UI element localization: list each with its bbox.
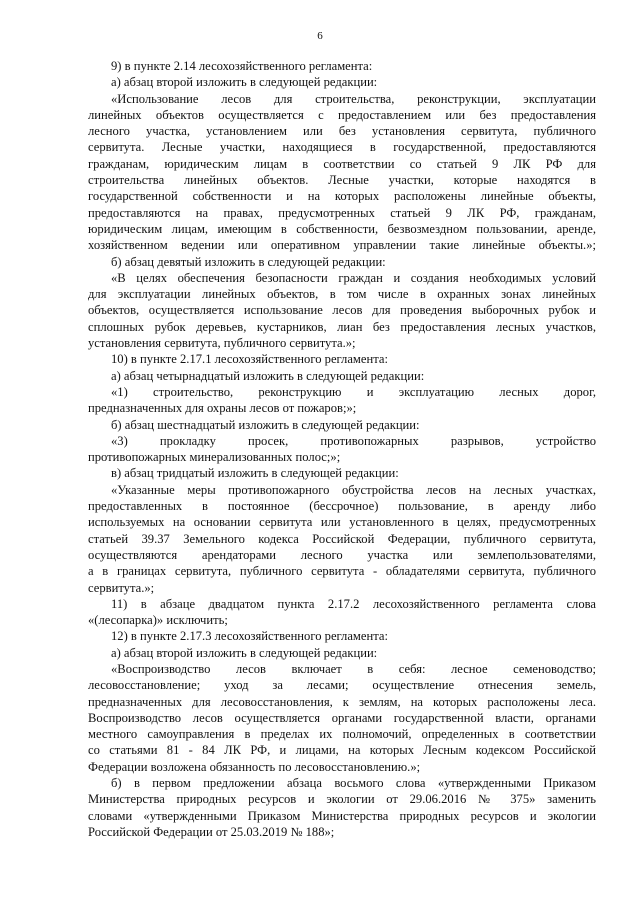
text-line: юридическим лицам, имеющим в собственности, безвозмездном пользовании, аренде, bbox=[88, 221, 596, 236]
text-line: предназначенных для лесовосстановления, к землям, на которых расположены леса. bbox=[88, 694, 596, 709]
text-line: в) абзац тридцатый изложить в следующей редакции: bbox=[111, 466, 399, 481]
text-line: 9) в пункте 2.14 лесохозяйственного регламента: bbox=[111, 59, 373, 73]
text-line: статьей 39.37 Земельного кодекса Российской Федерации, публичного сервитута, bbox=[88, 531, 596, 546]
text-line: а) абзац второй изложить в следующей редакции: bbox=[111, 75, 378, 90]
text-line: а) абзац четырнадцатый изложить в следующей редакции: bbox=[111, 368, 425, 383]
text-line: 10) в пункте 2.17.1 лесохозяйственного регламента: bbox=[111, 352, 388, 367]
text-line: осуществляются арендаторами лесного участка или землепользователями, bbox=[88, 547, 596, 562]
text-line: «(лесопарка)» исключить; bbox=[88, 613, 228, 628]
text-line: б) в первом предложении абзаца восьмого слова «утвержденными Приказом bbox=[111, 776, 596, 791]
text-line: «Воспроизводство лесов включает в себя: лесное семеноводство; bbox=[111, 661, 596, 676]
text-line: предоставляются на правах, предусмотренных статьей 9 ЛК РФ, гражданам, bbox=[88, 205, 596, 220]
text-line: словами «утвержденными Приказом Министерства природных ресурсов и экологии bbox=[88, 808, 596, 823]
text-line: строительства линейных объектов. Лесные участки, которые находятся в bbox=[88, 173, 596, 188]
text-line: 11) в абзаце двадцатом пункта 2.17.2 лесохозяйственного регламента слова bbox=[111, 596, 596, 611]
text-line: противопожарных минерализованных полос;»; bbox=[88, 450, 341, 465]
text-line: линейных объектов осуществляется с предоставлением или без предоставления bbox=[88, 107, 596, 122]
text-line: лесовосстановление; уход за лесами; осуществление отнесения земель, bbox=[88, 678, 596, 693]
text-line: Воспроизводство лесов осуществляется органами государственной власти, органами bbox=[88, 710, 596, 725]
text-line: лесного участка, установлением или без установления сервитута, публичного bbox=[88, 124, 596, 139]
text-line: гражданам, юридическим лицам в соответствии со статьей 9 ЛК РФ для bbox=[88, 156, 596, 171]
text-line: «3) прокладку просек, противопожарных разрывов, устройство bbox=[111, 433, 596, 448]
text-line: сервитута.»; bbox=[88, 580, 155, 595]
text-line: установления сервитута, публичного сервитута.»; bbox=[88, 336, 356, 351]
text-line: сервитута. Лесные участки, находящиеся в государственной, предоставляются bbox=[88, 140, 596, 155]
text-line: для эксплуатации линейных объектов, в том числе в охранных зонах линейных bbox=[88, 287, 596, 302]
text-line: «1) строительство, реконструкцию и эксплуатацию лесных дорог, bbox=[111, 384, 596, 399]
text-line: Федерации возложена обязанность по лесовосстановлению.»; bbox=[88, 759, 421, 774]
text-line: «Указанные меры противопожарного обустройства лесов на лесных участках, bbox=[111, 482, 596, 497]
text-line: используемых на основании сервитута или установленного в целях, предусмотренных bbox=[88, 515, 596, 530]
text-line: сплошных рубок деревьев, кустарников, лиан без предоставления лесных участков, bbox=[88, 319, 596, 334]
text-line: а в границах сервитута, публичного сервитута - обладателями сервитута, публичного bbox=[88, 564, 596, 579]
text-line: объектов, осуществляется использование лесов для проведения выборочных рубок и bbox=[88, 303, 596, 318]
text-line: 12) в пункте 2.17.3 лесохозяйственного регламента: bbox=[111, 629, 388, 644]
text-line: предоставленных в постоянное (бессрочное) пользование, в аренду либо bbox=[88, 499, 596, 514]
document-body bbox=[88, 58, 596, 840]
text-line: со статьями 81 - 84 ЛК РФ, и лицами, на которых Лесным кодексом Российской bbox=[88, 743, 596, 758]
text-line: государственной собственности и на которых расположены линейные объекты, bbox=[88, 189, 596, 204]
page-number: 6 bbox=[317, 30, 323, 42]
text-line: хозяйственном ведении или оперативном управлении такие линейные объекты.»; bbox=[88, 238, 596, 253]
text-line: «В целях обеспечения безопасности граждан и создания необходимых условий bbox=[111, 270, 596, 285]
text-line: б) абзац шестнадцатый изложить в следующей редакции: bbox=[111, 417, 420, 432]
text-line: б) абзац девятый изложить в следующей редакции: bbox=[111, 254, 386, 269]
text-line: предназначенных для охраны лесов от пожаров;»; bbox=[88, 401, 357, 416]
text-line: Министерства природных ресурсов и экологии от 29.06.2016 № 375» заменить bbox=[88, 792, 596, 807]
text-line: местного самоуправления в пределах их полномочий, определенных в соответствии bbox=[88, 727, 596, 742]
text-line: «Использование лесов для строительства, реконструкции, эксплуатации bbox=[111, 91, 596, 106]
text-line: Российской Федерации от 25.03.2019 № 188»; bbox=[88, 824, 335, 839]
text-line: а) абзац второй изложить в следующей редакции: bbox=[111, 645, 378, 660]
